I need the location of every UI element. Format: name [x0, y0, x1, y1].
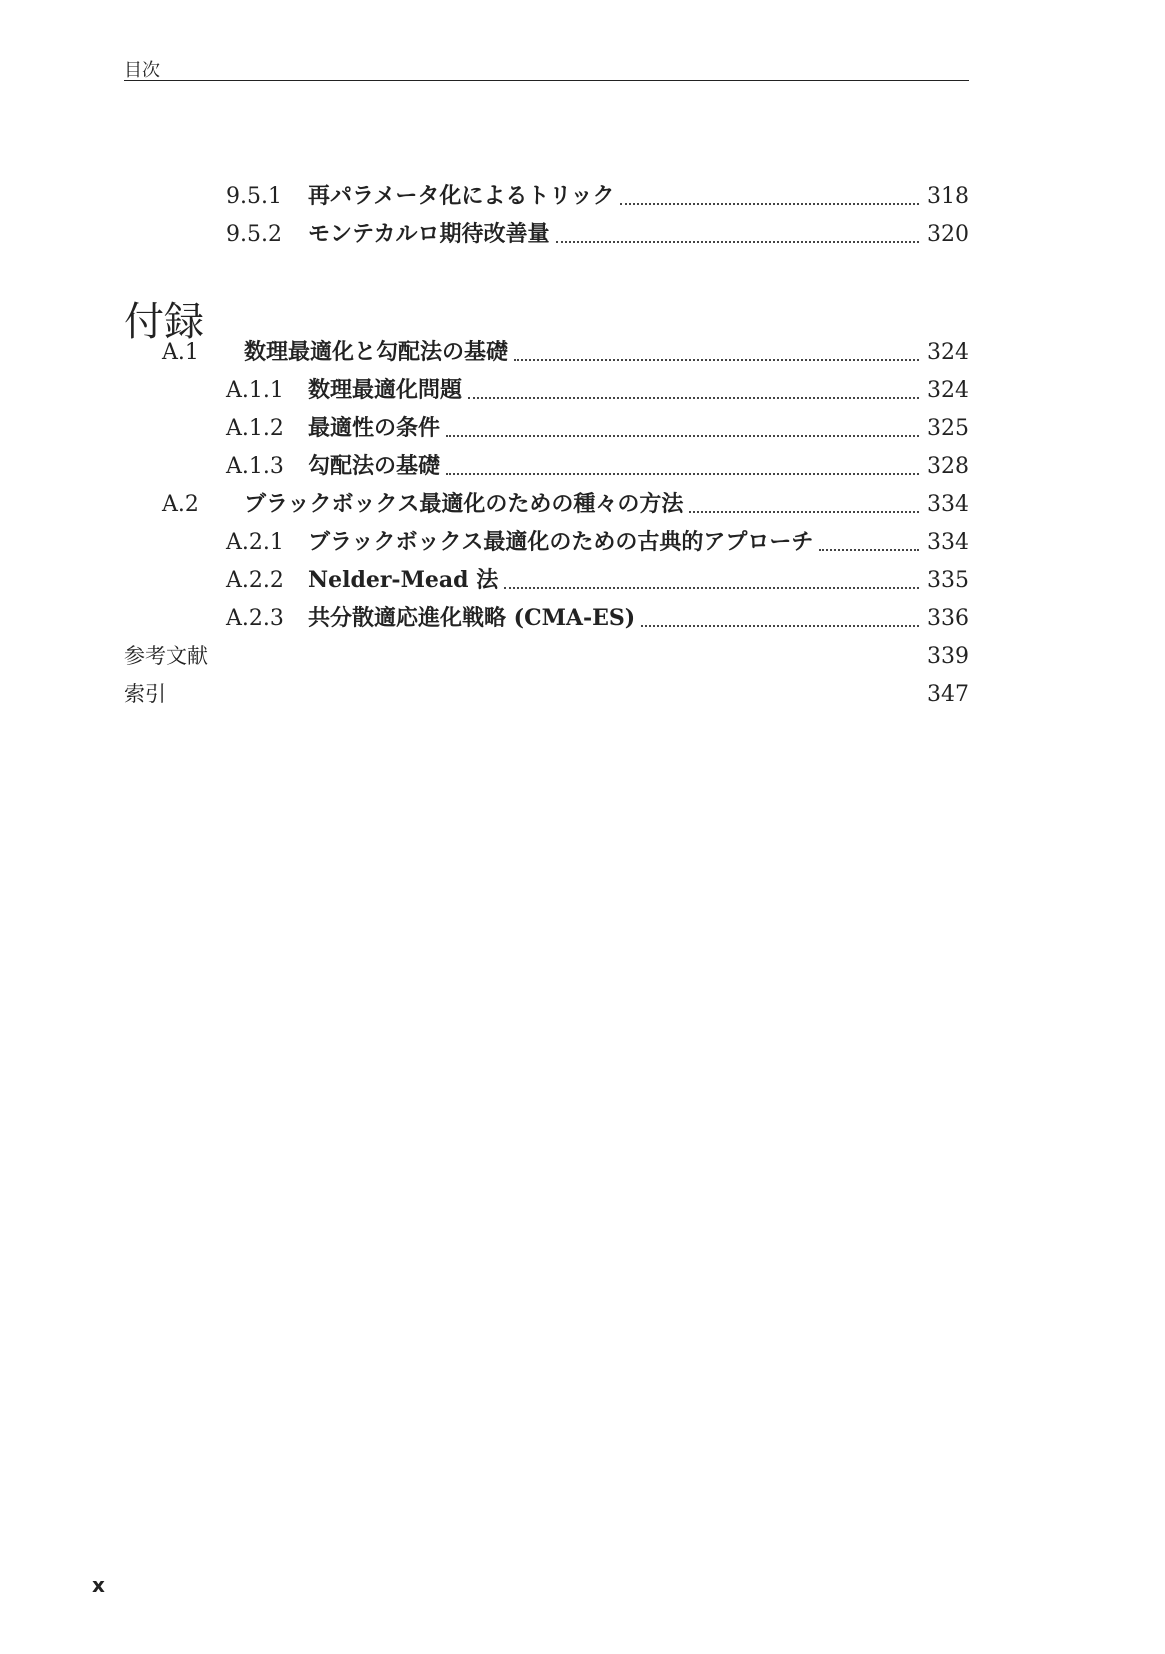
entry-page: 318: [927, 184, 969, 209]
dot-leader: [446, 435, 919, 437]
entry-number: A.1.2: [226, 416, 284, 441]
toc-entry[interactable]: [124, 372, 969, 408]
toc-entry[interactable]: [124, 562, 969, 598]
toc-entry[interactable]: [124, 410, 969, 446]
dot-leader: [641, 625, 919, 627]
dot-leader: [620, 203, 919, 205]
entry-number: A.1.3: [226, 454, 284, 479]
entry-page: 339: [927, 644, 969, 669]
dot-leader: [514, 359, 919, 361]
entry-title: 数理最適化と勾配法の基礎: [244, 339, 509, 365]
dot-leader: [468, 397, 919, 399]
entry-number: A.2: [162, 492, 199, 517]
entry-title: 共分散適応進化戦略 (CMA-ES): [308, 605, 636, 631]
dot-leader: [689, 511, 919, 513]
entry-title: Nelder-Mead 法: [308, 567, 499, 593]
entry-number: A.2.2: [226, 568, 284, 593]
entry-title: 再パラメータ化によるトリック: [308, 183, 615, 209]
page-number: x: [92, 1573, 105, 1597]
entry-page: 334: [927, 492, 969, 517]
running-head: 目次: [124, 60, 160, 81]
entry-title: ブラックボックス最適化のための古典的アプローチ: [308, 529, 814, 555]
entry-title: ブラックボックス最適化のための種々の方法: [244, 491, 684, 517]
entry-page: 336: [927, 606, 969, 631]
entry-title: 最適性の条件: [308, 415, 441, 441]
toc-entry[interactable]: [124, 334, 969, 370]
dot-leader: [504, 587, 919, 589]
entry-title: 勾配法の基礎: [308, 453, 441, 479]
entry-title: 数理最適化問題: [308, 377, 463, 403]
entry-page: 324: [927, 340, 969, 365]
entry-page: 324: [927, 378, 969, 403]
entry-page: 347: [927, 682, 969, 707]
entry-page: 334: [927, 530, 969, 555]
toc-entry[interactable]: [124, 448, 969, 484]
entry-title: 索引: [124, 682, 166, 706]
entry-page: 328: [927, 454, 969, 479]
entry-number: A.1.1: [226, 378, 284, 403]
entry-number: A.2.1: [226, 530, 284, 555]
toc-entry[interactable]: [124, 524, 969, 560]
entry-title: モンテカルロ期待改善量: [308, 221, 550, 247]
toc-entry[interactable]: [124, 216, 969, 252]
entry-number: A.1: [162, 340, 199, 365]
toc-entry-index[interactable]: [124, 676, 969, 712]
toc-entry[interactable]: [124, 486, 969, 522]
entry-title: 参考文献: [124, 644, 208, 668]
entry-number: 9.5.2: [226, 222, 282, 247]
entry-number: A.2.3: [226, 606, 284, 631]
entry-number: 9.5.1: [226, 184, 282, 209]
entry-page: 335: [927, 568, 969, 593]
dot-leader: [819, 549, 919, 551]
toc-entry[interactable]: [124, 178, 969, 214]
toc-entry[interactable]: [124, 600, 969, 636]
entry-page: 320: [927, 222, 969, 247]
appendix-heading[interactable]: 付録: [124, 299, 204, 345]
entry-page: 325: [927, 416, 969, 441]
toc-entry-references[interactable]: [124, 638, 969, 674]
dot-leader: [446, 473, 919, 475]
header-rule: [124, 80, 969, 81]
dot-leader: [556, 241, 919, 243]
